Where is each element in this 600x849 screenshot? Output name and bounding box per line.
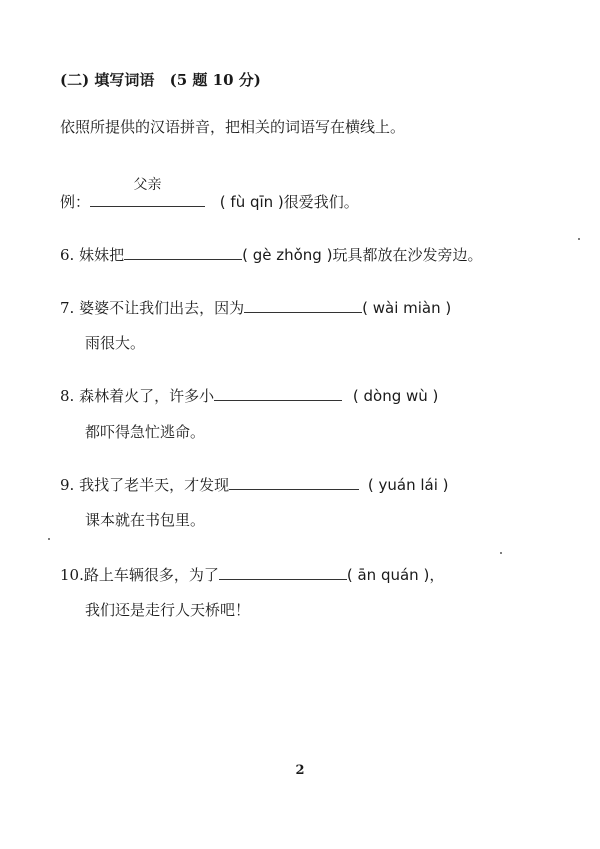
page-number: 2 <box>295 763 305 778</box>
answer-blank[interactable] <box>214 384 342 401</box>
question-10 <box>60 563 444 585</box>
example-pinyin: ( fù qīn ) <box>219 193 284 211</box>
scan-speck <box>48 538 50 540</box>
question-text-before: 森林着火了，许多小 <box>79 387 215 405</box>
question-number: 7. <box>60 299 75 317</box>
example-suffix: 很爱我们。 <box>283 193 359 211</box>
question-8-continuation: 都吓得急忙逃命。 <box>85 423 206 441</box>
question-text-after: 玩具都放在沙发旁边。 <box>332 246 483 264</box>
question-7 <box>60 296 451 318</box>
question-text-before: 路上车辆很多，为了 <box>83 566 219 584</box>
question-6 <box>60 243 482 265</box>
question-pinyin: ( gè zhǒng ) <box>242 246 333 264</box>
question-pinyin: ( yuán lái ) <box>367 476 449 494</box>
question-text-before: 婆婆不让我们出去，因为 <box>79 299 245 317</box>
question-number: 9. <box>60 476 75 494</box>
section-title: (二) 填写词语 <box>60 71 155 89</box>
question-7-continuation: 雨很大。 <box>85 334 146 352</box>
scan-speck <box>578 238 580 240</box>
scan-speck <box>500 552 502 554</box>
question-9 <box>60 473 449 495</box>
answer-blank[interactable] <box>244 296 362 313</box>
question-pinyin: ( dòng wù ) <box>352 387 439 405</box>
question-8 <box>60 384 438 406</box>
question-9-continuation: 课本就在书包里。 <box>85 511 206 529</box>
example-prefix: 例： <box>60 193 91 211</box>
question-pinyin: ( wài miàn ) <box>362 299 452 317</box>
question-text-before: 我找了老半天，才发现 <box>79 476 230 494</box>
answer-blank[interactable] <box>124 243 242 260</box>
example-line <box>60 177 359 212</box>
example-answer: 父亲 <box>133 177 162 193</box>
question-number: 6. <box>60 246 75 264</box>
answer-blank[interactable] <box>229 473 359 490</box>
question-text-after: ， <box>429 566 445 584</box>
section-score: (5 题 10 分) <box>169 71 261 89</box>
question-pinyin: ( ān quán ) <box>346 566 430 584</box>
question-10-continuation: 我们还是走行人天桥吧！ <box>85 601 251 619</box>
question-number: 8. <box>60 387 75 405</box>
example-answer-blank <box>90 177 205 207</box>
question-text-before: 妹妹把 <box>79 246 125 264</box>
section-heading <box>60 70 261 90</box>
question-number: 10. <box>60 566 84 584</box>
instruction-text: 依照所提供的汉语拼音，把相关的词语写在横线上。 <box>60 118 406 136</box>
answer-blank[interactable] <box>219 563 347 580</box>
